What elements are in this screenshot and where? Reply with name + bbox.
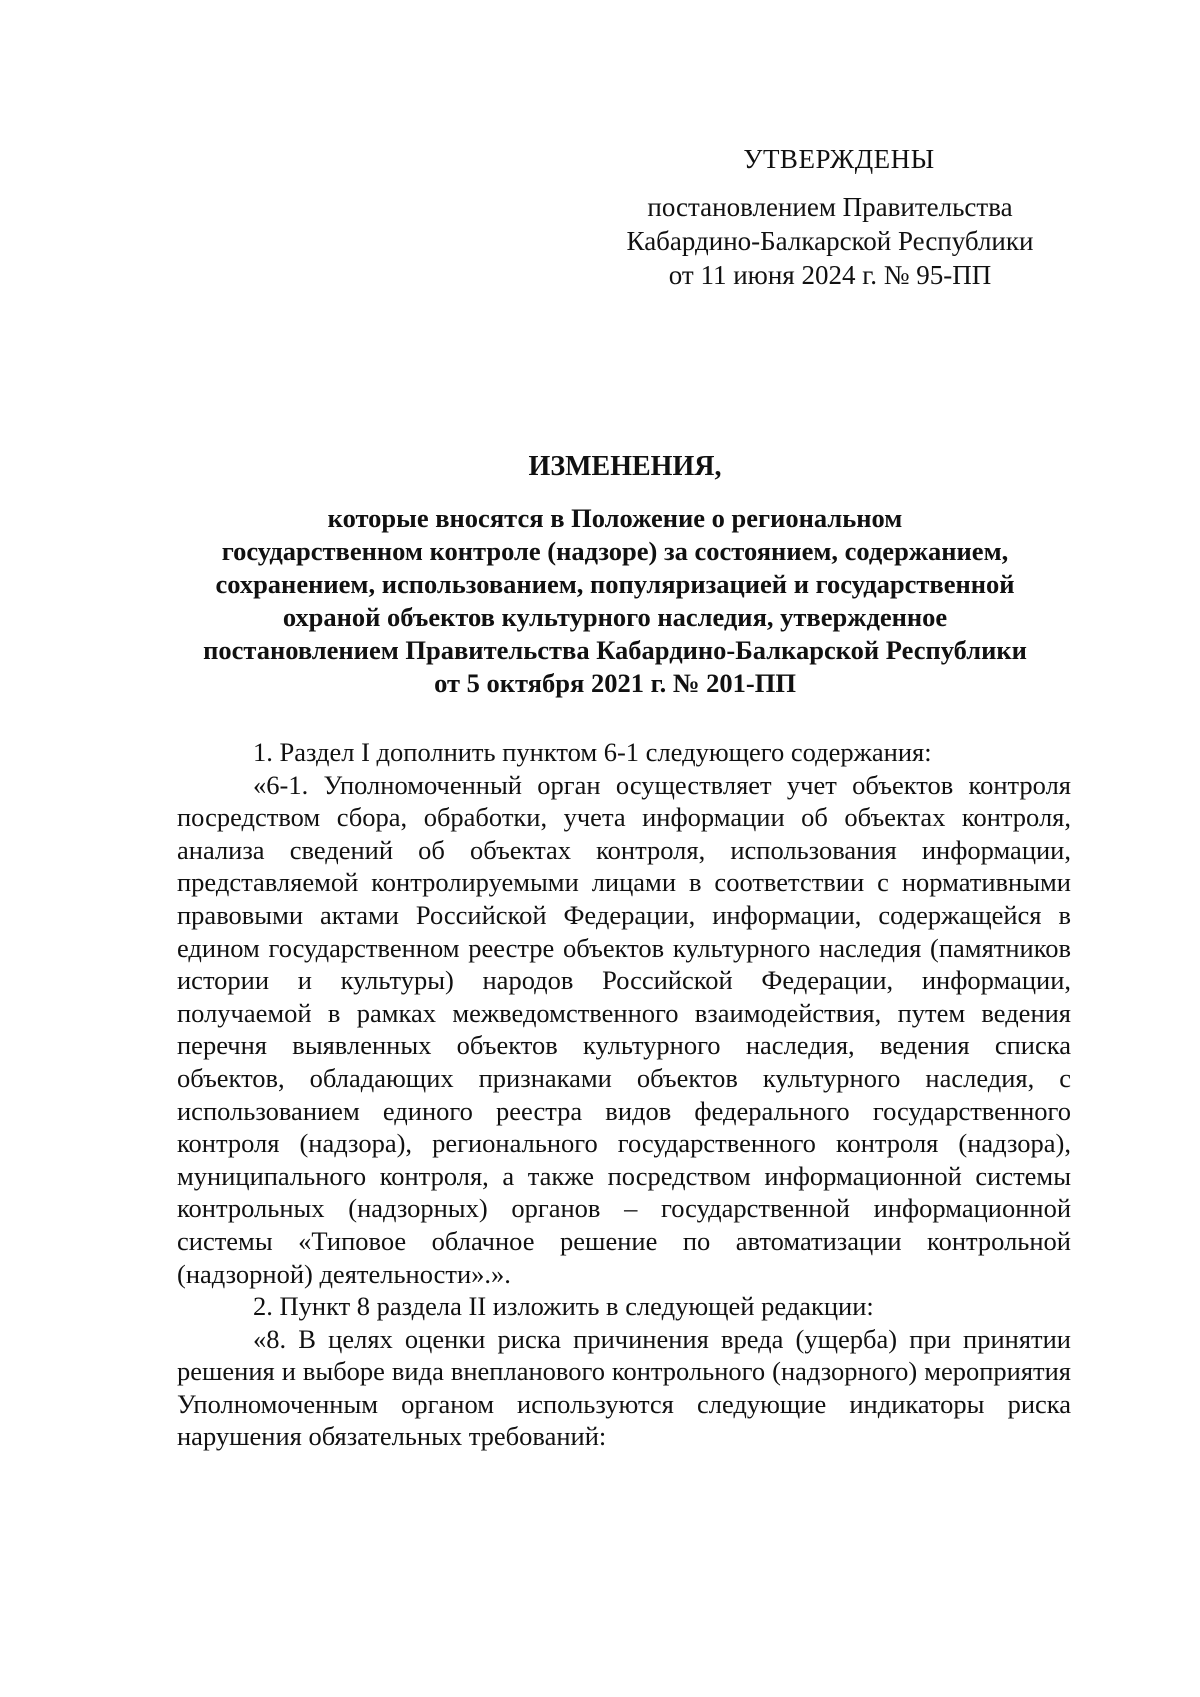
heading-line-6: от 5 октября 2021 г. № 201-ПП [434, 668, 796, 698]
approval-stamp [600, 142, 1060, 292]
heading-line-4: охраной объектов культурного наследия, утвержденное [282, 602, 948, 632]
heading-line-1: которые вносятся в Положение о региональном [327, 503, 903, 533]
approval-line-1: постановлением Правительства [647, 192, 1013, 222]
item-1-intro: 1. Раздел I дополнить пунктом 6-1 следующего содержания: [253, 737, 932, 767]
heading-line-5: постановлением Правительства Кабардино-Балкарской Республики [203, 635, 1027, 665]
heading-line-2: государственном контроле (надзоре) за состоянием, содержанием, [221, 536, 1009, 566]
approval-title: УТВЕРЖДЕНЫ [743, 144, 935, 174]
item-2-text: «8. В целях оценки риска причинения вреда (ущерба) при принятии решения и выборе вида внепланового контрольного (надзорного) мероприятия Уполномоченным органом используются следующие индикаторы риска нарушения обязательных требований: [177, 1323, 1071, 1452]
heading-line-3: сохранением, использованием, популяризацией и государственной [215, 569, 1015, 599]
approval-line-3: от 11 июня 2024 г. № 95-ПП [668, 260, 992, 290]
approval-line-2: Кабардино-Балкарской Республики [626, 226, 1034, 256]
document-body [177, 736, 1071, 1453]
item-1-text: «6-1. Уполномоченный орган осуществляет учет объектов контроля посредством сбора, обработки, учета информации об объектах контроля, анализа сведений об объектах контроля, использования информации, представляемой контролируемыми лицами в соответствии с нормативными правовыми актами Российской Федерации, информации, содержащейся в едином государственном реестре объектов культурного наследия (памятников истории и культуры) народов Российской Федерации, информации, получаемой в рамках межведомственного взаимодействия, путем ведения перечня выявленных объектов культурного наследия, ведения списка объектов, обладающих признаками объектов культурного наследия, с использованием единого реестра видов федерального государственного контроля (надзора), регионального государственного контроля (надзора), муниципального контроля, а также посредством информационной системы контрольных (надзорных) органов – государственной информационной системы «Типовое облачное решение по автоматизации контрольной (надзорной) деятельности».». [177, 769, 1071, 1289]
document-heading [150, 450, 1080, 700]
item-2-intro: 2. Пункт 8 раздела II изложить в следующей редакции: [253, 1291, 874, 1322]
heading-main: ИЗМЕНЕНИЯ, [528, 451, 722, 482]
